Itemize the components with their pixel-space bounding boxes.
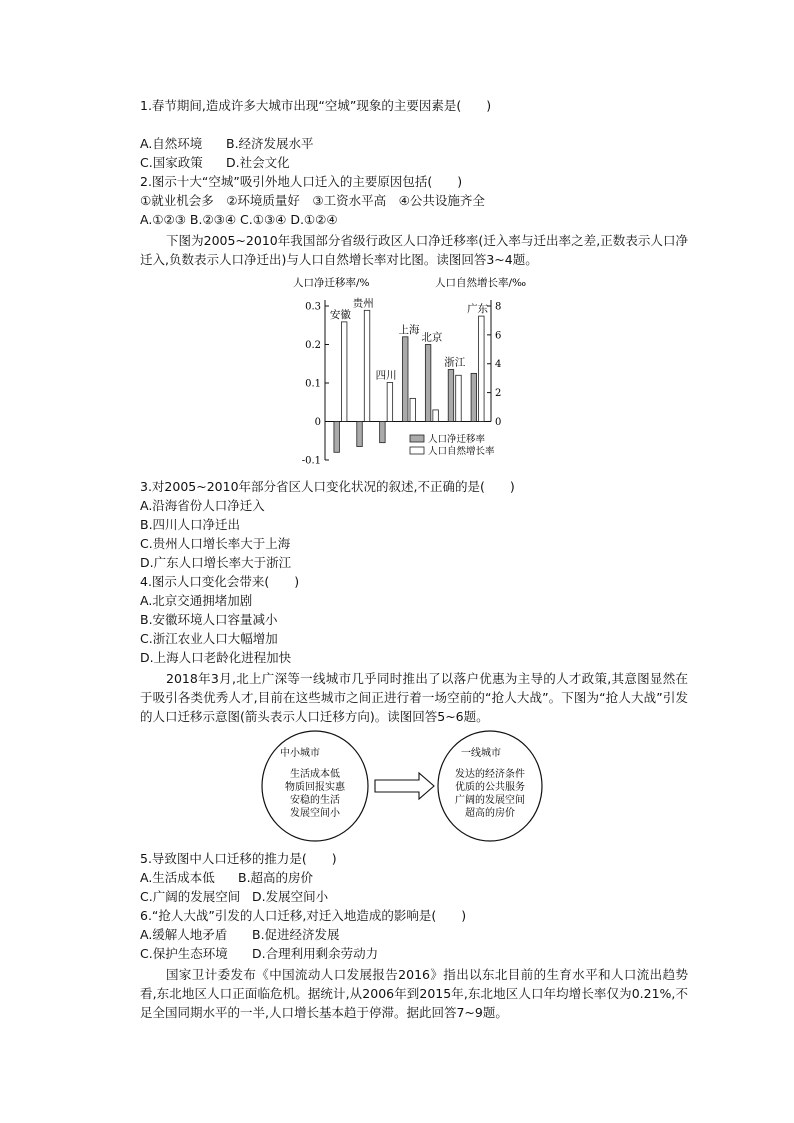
left-tick-label: 0.1: [305, 378, 321, 390]
q6-options-cd: [140, 946, 378, 962]
right-tick-label: 6: [495, 330, 502, 342]
bar-net-migration: [380, 422, 386, 443]
right-tick-label: 0: [495, 416, 502, 428]
q1-option-d: D.社会文化: [226, 155, 290, 170]
bar-natural-growth: [341, 322, 347, 422]
q2-choices: A.①②③ B.②③④ C.①③④ D.①②④: [140, 212, 338, 227]
q5-option-b: B.超高的房价: [238, 870, 314, 885]
bar-natural-growth: [479, 316, 485, 421]
intro-7-9: 国家卫计委发布《中国流动人口发展报告2016》指出以东北目前的生育水平和人口流出趋势看,东北地区人口正面临危机。据统计,从2006年到2015年,东北地区人口年均增长率仅为0.21%,不足全国同期水平的一半,人口增长基本趋于停滞。据此回答7~9题。: [140, 967, 688, 1020]
q3-option-d: D.广东人口增长率大于浙江: [140, 555, 292, 570]
q4-option-b: B.安徽环境人口容量减小: [140, 612, 278, 627]
q6-option-c: C.保护生态环境: [140, 946, 228, 961]
bar-natural-growth: [410, 398, 416, 421]
q4-option-c: C.浙江农业人口大幅增加: [140, 631, 278, 646]
legend-label: 人口自然增长率: [428, 446, 495, 457]
bar-natural-growth: [433, 410, 439, 422]
category-label: 浙江: [444, 356, 466, 369]
migration-arrow: [375, 773, 434, 799]
big-city-title: 一线城市: [461, 748, 501, 759]
legend-swatch: [410, 435, 424, 442]
left-tick-label: 0.2: [305, 340, 321, 351]
q3-stem: 3.对2005~2010年部分省区人口变化状况的叙述,不正确的是( ): [140, 479, 515, 494]
category-label: 北京: [421, 331, 443, 344]
q4-option-d: D.上海人口老龄化进程加快: [140, 650, 292, 665]
q6-option-b: B.促进经济发展: [252, 927, 340, 942]
right-axis-label: 人口自然增长率/‰: [435, 277, 527, 289]
legend-label: 人口净迁移率: [428, 434, 486, 445]
q1-option-a: A.自然环境: [140, 136, 203, 151]
bar-net-migration: [448, 370, 454, 422]
big-city-item-3: 广阔的发展空间: [455, 795, 525, 806]
big-city-item-1: 发达的经济条件: [455, 769, 525, 780]
q1-option-c: C.国家政策: [140, 155, 203, 170]
q6-stem: 6.“抢人大战”引发的人口迁移,对迁入地造成的影响是( ): [140, 908, 467, 923]
big-city-item-4: 超高的房价: [465, 808, 515, 819]
category-label: 安徽: [329, 308, 351, 321]
small-city-title: 中小城市: [280, 748, 320, 759]
intro-5-6: 2018年3月,北上广深等一线城市几乎同时推出了以落户优惠为主导的人才政策,其意图显然在于吸引各类优秀人才,目前在这些城市之间正进行着一场空前的“抢人大战”。下图为“抢人大战”引发的人口迁移示意图(箭头表示人口迁移方向)。读图回答5~6题。: [140, 671, 688, 724]
q1-option-b: B.经济发展水平: [226, 136, 314, 151]
small-city-item-4: 发展空间小: [290, 808, 340, 819]
q2-factors: ①就业机会多 ②环境质量好 ③工资水平高 ④公共设施齐全: [140, 193, 485, 208]
q3-option-a: A.沿海省份人口净迁入: [140, 498, 265, 513]
q1-options-ab: [140, 136, 314, 152]
q6-option-a: A.缓解人地矛盾: [140, 927, 228, 942]
q5-stem: 5.导致图中人口迁移的推力是( ): [140, 851, 337, 866]
category-label: 贵州: [352, 297, 374, 310]
left-tick-label: 0: [314, 417, 321, 428]
q3-option-b: B.四川人口净迁出: [140, 517, 241, 532]
legend-swatch: [410, 447, 424, 454]
bar-net-migration: [334, 422, 340, 453]
q1-stem: 1.春节期间,造成许多大城市出现“空城”现象的主要因素是( ): [140, 98, 492, 113]
left-tick-label: 0.3: [305, 301, 321, 313]
bar-net-migration: [425, 345, 431, 422]
migration-growth-chart: [285, 272, 535, 468]
small-city-item-2: 物质回报实惠: [285, 782, 345, 793]
q2-stem: 2.图示十大“空城”吸引外地人口迁入的主要原因包括( ): [140, 174, 463, 189]
migration-diagram: [258, 728, 548, 846]
q5-options-ab: [140, 870, 313, 886]
q6-option-d: D.合理利用剩余劳动力: [252, 946, 379, 961]
bar-net-migration: [471, 373, 477, 421]
q3-option-c: C.贵州人口增长率大于上海: [140, 536, 291, 551]
left-axis-label: 人口净迁移率/%: [293, 277, 370, 289]
bar-natural-growth: [456, 375, 462, 421]
right-tick-label: 4: [495, 359, 502, 371]
q5-option-a: A.生活成本低: [140, 870, 215, 885]
bar-natural-growth: [364, 310, 370, 421]
q6-options-ab: [140, 927, 340, 943]
right-tick-label: 8: [495, 301, 502, 313]
q1-options-cd: [140, 155, 290, 171]
left-tick-label: -0.1: [301, 455, 321, 467]
q5-option-d: D.发展空间小: [252, 889, 329, 904]
q4-option-a: A.北京交通拥堵加剧: [140, 593, 253, 608]
q5-option-c: C.广阔的发展空间: [140, 889, 241, 904]
q5-options-cd: [140, 889, 328, 905]
right-tick-label: 2: [495, 388, 502, 400]
category-label: 广东: [467, 303, 489, 316]
category-label: 上海: [398, 323, 420, 336]
bar-natural-growth: [387, 382, 393, 421]
bar-net-migration: [357, 422, 363, 447]
category-label: 四川: [375, 369, 397, 382]
small-city-item-1: 生活成本低: [290, 769, 340, 780]
intro-3-4: 下图为2005~2010年我国部分省级行政区人口净迁移率(迁入率与迁出率之差,正数表示人口净迁入,负数表示人口净迁出)与人口自然增长率对比图。读图回答3~4题。: [140, 233, 688, 267]
small-city-item-3: 安稳的生活: [290, 795, 340, 806]
q4-stem: 4.图示人口变化会带来( ): [140, 574, 300, 589]
big-city-item-2: 优质的公共服务: [455, 782, 525, 793]
bar-net-migration: [403, 337, 409, 422]
